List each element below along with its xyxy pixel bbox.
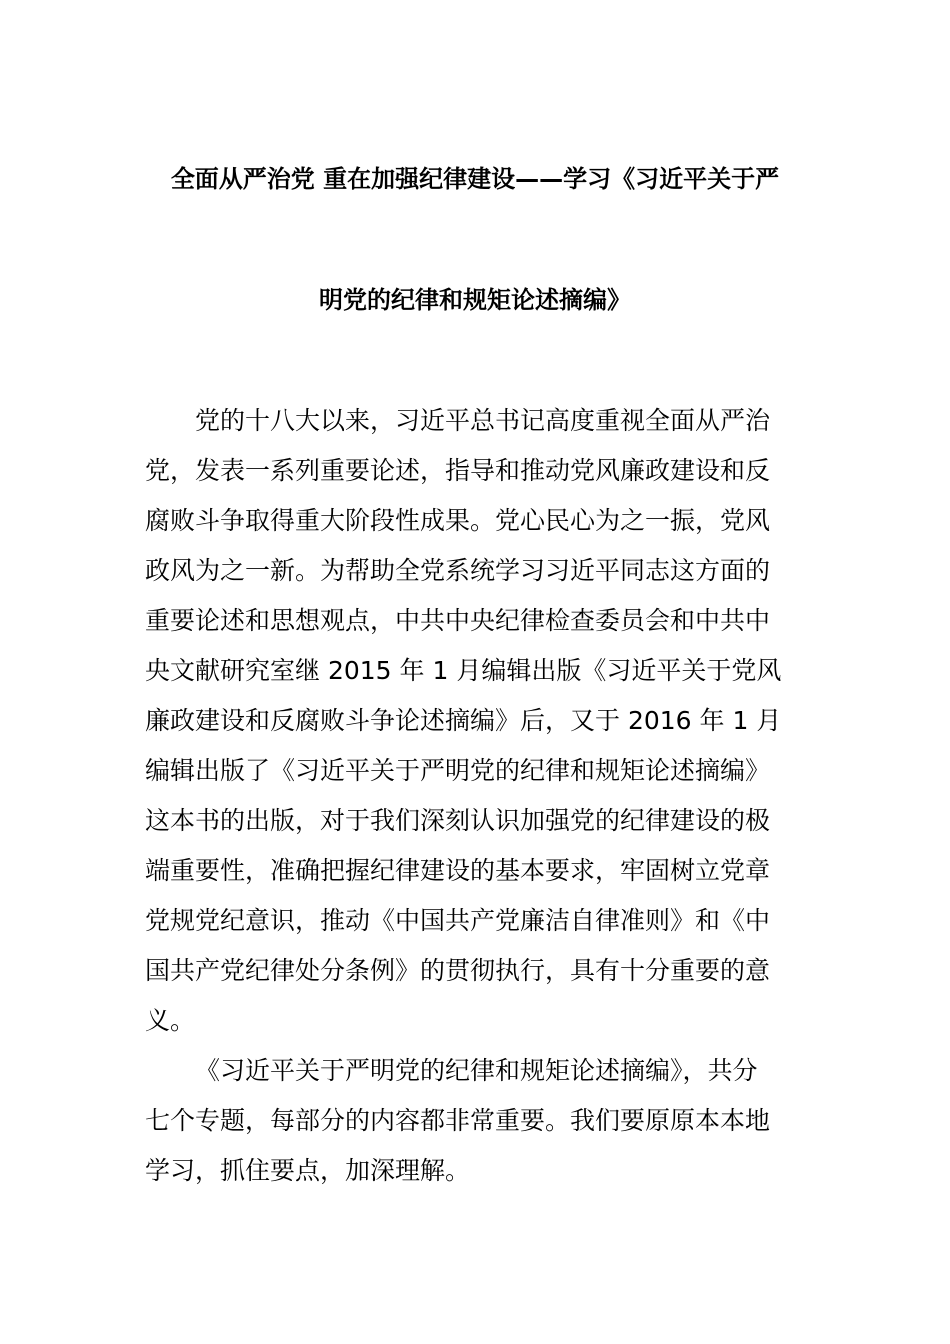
paragraph-1-line-13: 义。 xyxy=(145,1006,196,1035)
paragraph-1-line-11: 党规党纪意识，推动《中国共产党廉洁自律准则》和《中 xyxy=(145,906,771,935)
paragraph-1-line-12: 国共产党纪律处分条例》的贯彻执行，具有十分重要的意 xyxy=(145,956,771,985)
paragraph-2-line-1: 《习近平关于严明党的纪律和规矩论述摘编》，共分 xyxy=(195,1056,758,1085)
paragraph-1-line-5: 重要论述和思想观点，中共中央纪律检查委员会和中共中 xyxy=(145,606,771,635)
paragraph-2-line-2: 七个专题，每部分的内容都非常重要。我们要原原本本地 xyxy=(145,1106,771,1135)
paragraph-1-line-1: 党的十八大以来，习近平总书记高度重视全面从严治 xyxy=(195,406,771,435)
paragraph-1-line-3: 腐败斗争取得重大阶段性成果。党心民心为之一振，党风 xyxy=(145,506,771,535)
paragraph-1-line-10: 端重要性，准确把握纪律建设的基本要求，牢固树立党章 xyxy=(145,856,771,885)
paragraph-2-line-3: 学习，抓住要点，加深理解。 xyxy=(145,1156,471,1185)
document-title-line-1: 全面从严治党 重在加强纪律建设——学习《习近平关于严 xyxy=(170,165,780,193)
paragraph-1-line-2: 党，发表一系列重要论述，指导和推动党风廉政建设和反 xyxy=(145,456,771,485)
paragraph-1-line-8: 编辑出版了《习近平关于严明党的纪律和规矩论述摘编》 xyxy=(145,756,771,785)
paragraph-1-line-9: 这本书的出版，对于我们深刻认识加强党的纪律建设的极 xyxy=(145,806,771,835)
paragraph-1-line-6: 央文献研究室继 2015 年 1 月编辑出版《习近平关于党风 xyxy=(145,656,782,685)
document-title-line-2: 明党的纪律和规矩论述摘编》 xyxy=(319,286,631,314)
paragraph-1-line-4: 政风为之一新。为帮助全党系统学习习近平同志这方面的 xyxy=(145,556,771,585)
paragraph-1-line-7: 廉政建设和反腐败斗争论述摘编》后，又于 2016 年 1 月 xyxy=(145,706,782,735)
